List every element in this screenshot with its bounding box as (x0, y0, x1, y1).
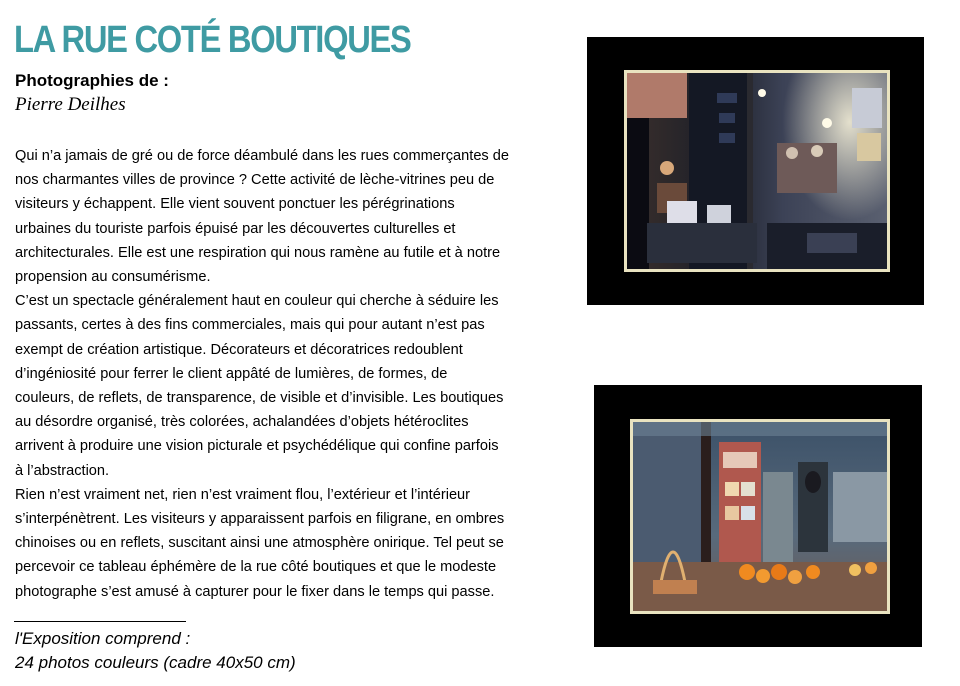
photo-mat (624, 70, 890, 272)
text-line: couleurs, de reflets, de transparence, de visible et d’invisible. Les boutiques (15, 390, 504, 407)
text-line: Rien n’est vraiment net, rien n’est vraiment flou, l’extérieur et l’intérieur (15, 486, 471, 503)
text-line: passants, certes à des fins commerciales, mais qui pour autant n’est pas (15, 317, 485, 334)
text-line: d’ingéniosité pour ferrer le client appâté de lumières, de formes, de (15, 365, 448, 382)
text-line: percevoir ce tableau éphémère de la rue côté boutiques et que le modeste (15, 559, 497, 576)
text-line: exempt de création artistique. Décorateurs et décoratrices redoublent (15, 341, 463, 358)
photographer-label: Photographies de : (15, 71, 169, 90)
description-text (15, 144, 575, 604)
exhibition-info (15, 627, 296, 675)
photographer-name: Pierre Deilhes (15, 94, 126, 115)
photo-mat (630, 419, 890, 614)
exhibition-details: 24 photos couleurs (cadre 40x50 cm) (15, 653, 296, 672)
text-line: Qui n’a jamais de gré ou de force déambulé dans les rues commerçantes de (15, 148, 510, 164)
text-line: s’interpénètrent. Les visiteurs y apparaissent parfois en filigrane, en ombres (15, 511, 505, 528)
text-line: photographe s’est amusé à capturer pour le fixer dans le temps qui passe. (15, 583, 495, 600)
footer-divider (14, 621, 186, 622)
text-line: propension au consumérisme. (15, 269, 211, 286)
text-line: à l’abstraction. (15, 462, 110, 479)
text-line: chinoises ou en reflets, suscitant ainsi une atmosphère onirique. Tel peut se (15, 535, 504, 552)
text-line: C’est un spectacle généralement haut en couleur qui cherche à séduire les (15, 293, 499, 310)
photo-frame-2 (594, 385, 922, 647)
text-line: arrivent à produire une vision picturale et psychédélique qui confine parfois (15, 438, 499, 455)
text-line: urbaines du touriste parfois épuisé par les découvertes culturelles et (15, 220, 456, 237)
exhibition-heading: l'Exposition comprend : (15, 629, 191, 648)
page-title: LA RUE COTÉ BOUTIQUES (14, 19, 411, 61)
text-line: au désordre organisé, très colorées, achalandées d’objets hétéroclites (15, 414, 469, 431)
shop-photo-2 (633, 422, 887, 611)
shop-photo-1 (627, 73, 887, 269)
text-line: visiteurs y échappent. Elle vient souvent ponctuer les pérégrinations (15, 196, 455, 213)
text-line: architecturales. Elle est une respiration qui nous ramène au futile et à notre (15, 244, 501, 261)
text-line: nos charmantes villes de province ? Cette activité de lèche-vitrines peu de (15, 172, 495, 189)
photo-frame-1 (587, 37, 924, 305)
